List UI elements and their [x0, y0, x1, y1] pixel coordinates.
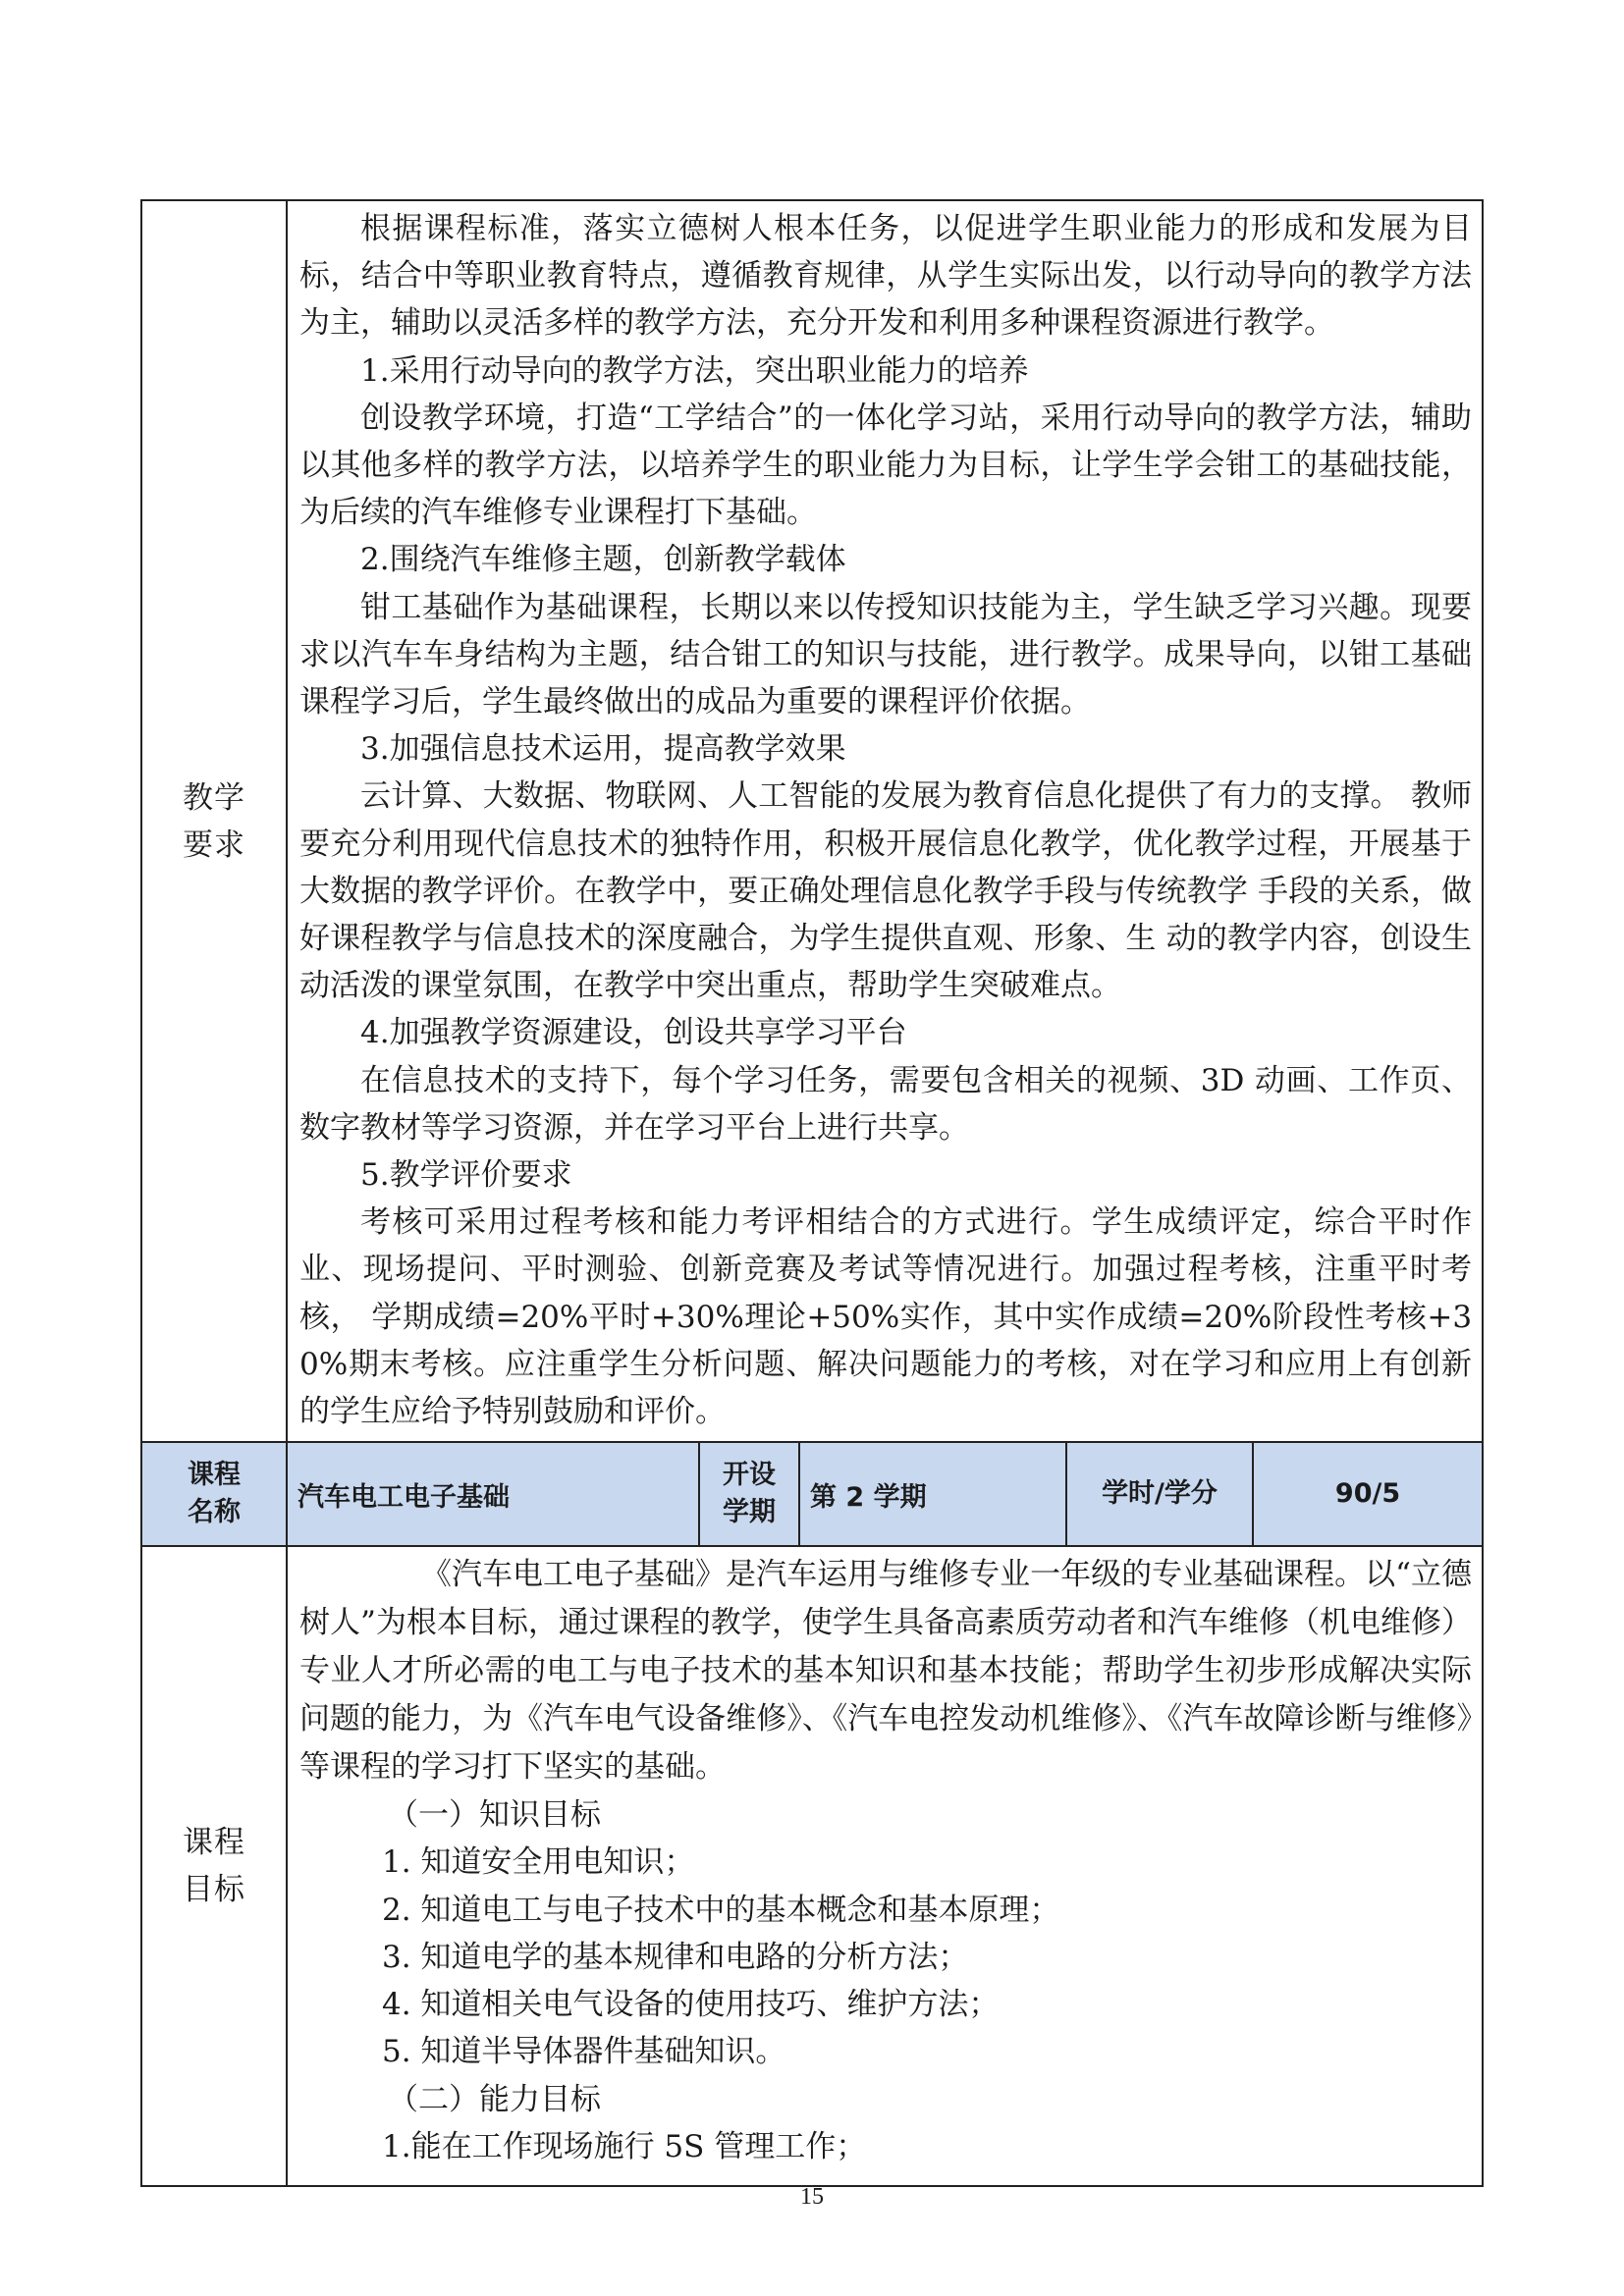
paragraph: 创设教学环境，打造“工学结合”的一体化学习站，采用行动导向的教学方法，辅助以其他多样的教学方法，以培养学生的职业能力为目标，让学生学会钳工的基础技能，为后续的汽车维修专业课程打下基础。	[299, 400, 1473, 531]
semester-label	[699, 1442, 799, 1546]
course-goals-content	[287, 1546, 1483, 2186]
paragraph: 根据课程标准，落实立德树人根本任务，以促进学生职业能力的形成和发展为目标，结合中等职业教育特点，遵循教育规律，从学生实际出发，以行动导向的教学方法为主，辅助以灵活多样的教学方法，充分开发和利用多种课程资源进行教学。	[299, 211, 1473, 342]
paragraph: 云计算、大数据、物联网、人工智能的发展为教育信息化提供了有力的支撑。 教师要充分利用现代信息技术的独特作用，积极开展信息化教学，优化教学过程，开展基于大数据的教学评价。在教学中，要正确处理信息化教学手段与传统教学 手段的关系，做好课程教学与信息技术的深度融合，为学生提供直观、形象、生 动的教学内容，创设生动活泼的课堂氛围，在教学中突出重点，帮助学生突破难点。	[299, 778, 1473, 1004]
paragraph: 钳工基础作为基础课程，长期以来以传授知识技能为主，学生缺乏学习兴趣。现要求以汽车车身结构为主题，结合钳工的知识与技能，进行教学。成果导向，以钳工基础课程学习后，学生最终做出的成品为重要的课程评价依据。	[299, 589, 1473, 721]
course-name-value: 汽车电工电子基础	[287, 1442, 699, 1546]
teaching-requirements-content	[287, 200, 1483, 1442]
label-line: 目标	[183, 1872, 245, 1908]
section-heading: 5.教学评价要求	[360, 1157, 572, 1194]
section-heading: 2.围绕汽车维修主题，创新教学载体	[360, 542, 846, 578]
label-line: 课程	[183, 1825, 245, 1861]
section-heading: 3.加强信息技术运用，提高教学效果	[360, 731, 846, 768]
paragraph: 考核可采用过程考核和能力考评相结合的方式进行。学生成绩评定，综合平时作业、现场提问、平时测验、创新竞赛及考试等情况进行。加强过程考核，注重平时考核， 学期成绩=20%平时+30%理论+50%实作，其中实作成绩=20%阶段性考核+30%期末考核。应注重学生分析问题、解决问题能力的考核，对在学习和应用上有创新的学生应给予特别鼓励和评价。	[299, 1204, 1473, 1430]
knowledge-item: 5. 知道半导体器件基础知识。	[382, 2034, 786, 2070]
knowledge-item: 3. 知道电学的基本规律和电路的分析方法；	[382, 1939, 969, 1975]
course-name-label	[141, 1442, 287, 1546]
semester-value: 第 2 学期	[799, 1442, 1066, 1546]
ability-item: 1.能在工作现场施行 5S 管理工作；	[382, 2128, 867, 2164]
goals-intro: 《汽车电工电子基础》是汽车运用与维修专业一年级的专业基础课程。以“立德树人”为根本目标，通过课程的教学，使学生具备高素质劳动者和汽车维修（机电维修）专业人才所必需的电工与电子技术的基本知识和基本技能；帮助学生初步形成解决实际问题的能力，为《汽车电气设备维修》、《汽车电控发动机维修》、《汽车故障诊断与维修》等课程的学习打下坚实的基础。	[299, 1557, 1473, 1786]
page-number: 15	[800, 2184, 824, 2210]
section-heading: 1.采用行动导向的教学方法，突出职业能力的培养	[360, 352, 1029, 389]
course-goals-row	[141, 1546, 1483, 2186]
hours-label: 学时/学分	[1066, 1442, 1253, 1546]
course-name-label-text: 课程名称	[187, 1460, 241, 1528]
knowledge-item: 4. 知道相关电气设备的使用技巧、维护方法；	[382, 1987, 1000, 2023]
teaching-requirements-label	[141, 200, 287, 1442]
label-line: 教学	[183, 779, 245, 816]
paragraph: 在信息技术的支持下，每个学习任务，需要包含相关的视频、3D 动画、工作页、数字教材等学习资源，并在学习平台上进行共享。	[299, 1062, 1473, 1146]
semester-label-text: 开设学期	[722, 1460, 776, 1528]
section-heading: 4.加强教学资源建设，创设共享学习平台	[360, 1015, 907, 1051]
course-header-row	[141, 1442, 1483, 1546]
hours-value: 90/5	[1253, 1442, 1483, 1546]
ability-goals-title: （二）能力目标	[388, 2081, 601, 2117]
label-line: 要求	[183, 827, 245, 863]
knowledge-goals-title: （一）知识目标	[388, 1797, 601, 1834]
course-table	[140, 199, 1484, 2187]
teaching-requirements-row	[141, 200, 1483, 1442]
knowledge-item: 1. 知道安全用电知识；	[382, 1844, 695, 1881]
course-goals-label	[141, 1546, 287, 2186]
knowledge-item: 2. 知道电工与电子技术中的基本概念和基本原理；	[382, 1892, 1060, 1928]
